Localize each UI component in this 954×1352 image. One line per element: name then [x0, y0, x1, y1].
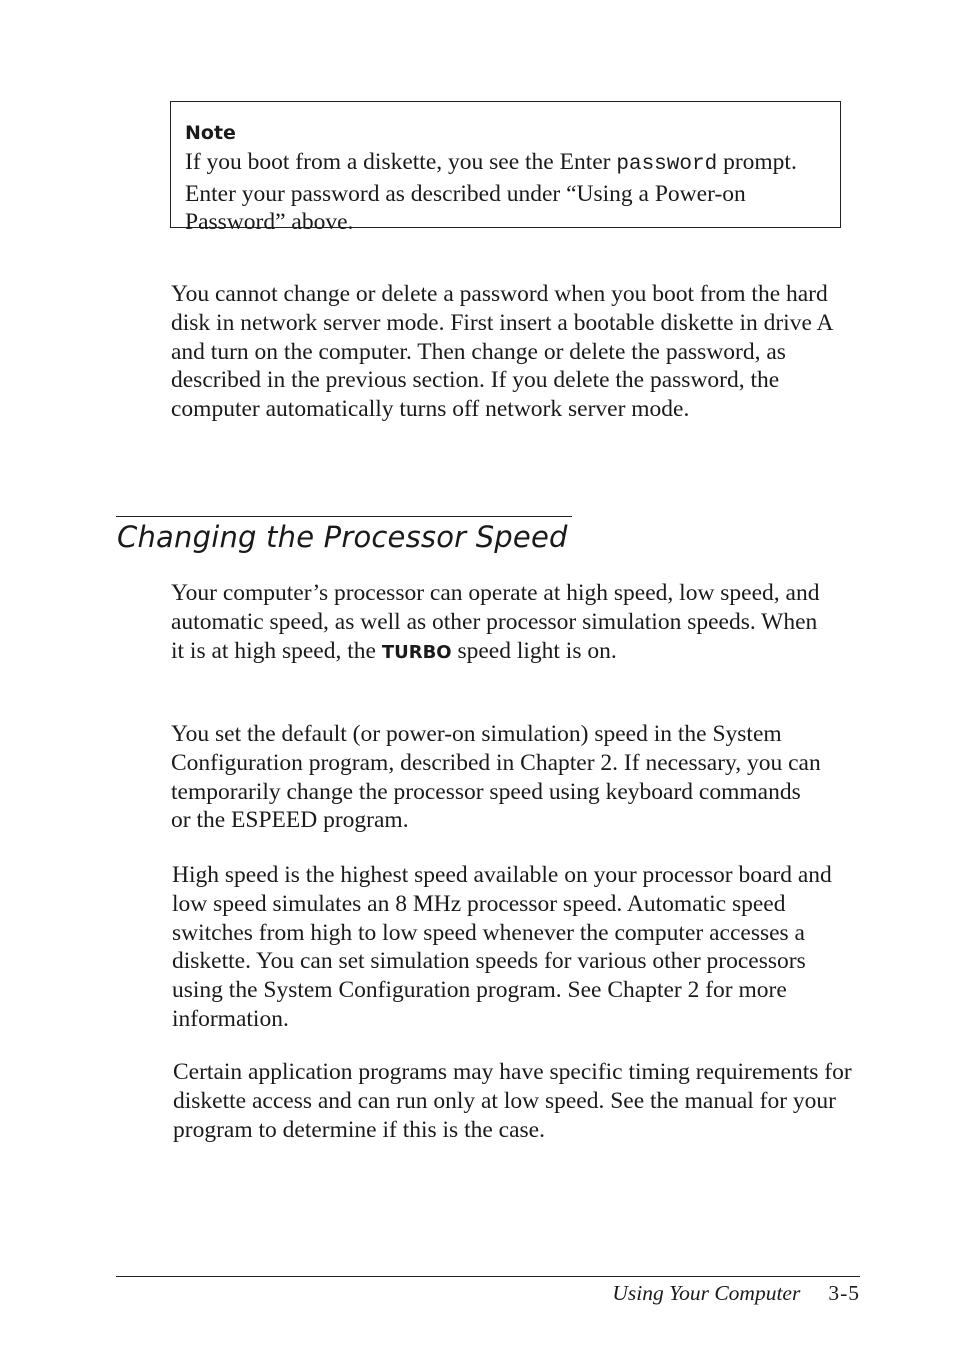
speed-paragraph-3: High speed is the highest speed available on your processor board and low speed simulates an 8 MHz processor speed. Automatic speed switches from high to low speed whenever the computer accesses a diskette. You can set simulation speeds for various other processors using the System Configuration program. See Chapter 2 for more information.: [172, 862, 832, 1032]
password-prompt: password: [616, 153, 718, 176]
speed-paragraph-1-before: Your computer’s processor can operate at high speed, low speed, and automatic speed, as well as other processor simulation speeds. When it is at high speed, the: [171, 580, 820, 664]
page-footer: [612, 1279, 860, 1307]
footer-chapter-title: Using Your Computer: [612, 1281, 801, 1305]
page-number: 3-5: [828, 1281, 860, 1305]
note-text-after: prompt. Enter your password as described under “Using a Power-on Password” above.: [185, 149, 797, 235]
turbo-key: TURBO: [381, 641, 452, 663]
intro-paragraph: You cannot change or delete a password when you boot from the hard disk in network server mode. First insert a bootable diskette in drive A and turn on the computer. Then change or delete the password, as described in the previous section. If you delete the password, the computer automatically turns off network server mode.: [171, 281, 833, 423]
section-heading: Changing the Processor Speed: [117, 520, 568, 554]
note-text-before: If you boot from a diskette, you see the Enter: [185, 149, 617, 175]
note-box: [170, 101, 841, 235]
speed-paragraph-4: Certain application programs may have specific timing requirements for diskette access and can run only at low speed. See the manual for your program to determine if this is the case.: [173, 1059, 852, 1143]
note-title: Note: [185, 122, 236, 144]
speed-paragraph-1: [171, 579, 831, 667]
speed-paragraph-2: You set the default (or power-on simulation) speed in the System Configuration program, described in Chapter 2. If necessary, you can temporarily change the processor speed using keyboard commands or the ESPEED program.: [171, 721, 821, 834]
note-text: [185, 148, 825, 237]
speed-paragraph-1-after: speed light is on.: [451, 637, 617, 664]
footer-rule: [116, 1276, 860, 1277]
